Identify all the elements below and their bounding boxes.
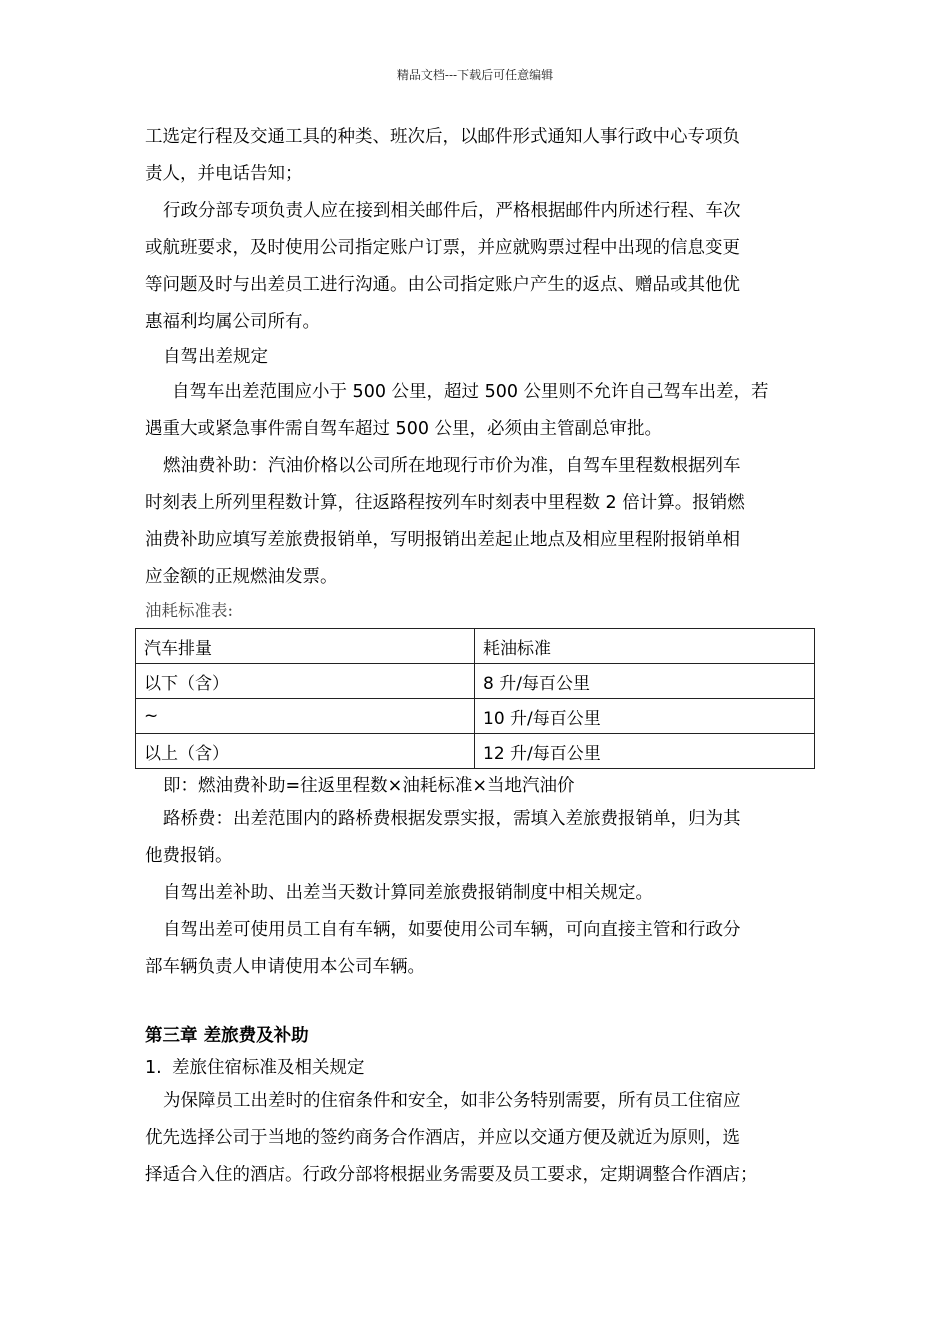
para-4-line-2: 遇重大或紧急事件需自驾车超过 500 公里，必须由主管副总审批。: [145, 419, 663, 439]
para-5-line-3: 油费补助应填写差旅费报销单，写明报销出差起止地点及相应里程附报销单相: [145, 530, 740, 550]
para-8-line-2: 部车辆负责人申请使用本公司车辆。: [145, 957, 425, 977]
spacer: [145, 986, 805, 1020]
fuel-standard-table: [135, 628, 815, 769]
table-cell: 以上（含）: [136, 734, 475, 769]
para-8-line-1: 自驾出差可使用员工自有车辆，如要使用公司车辆，可向直接主管和行政分: [163, 920, 741, 940]
para-2-line-4: 惠福利均属公司所有。: [145, 312, 320, 332]
table-cell: ~: [136, 699, 475, 734]
para-6-line-2: 他费报销。: [145, 846, 233, 866]
table-row: [136, 699, 815, 734]
para-9-line-3: 择适合入住的酒店。行政分部将根据业务需要及员工要求，定期调整合作酒店；: [145, 1165, 758, 1185]
section-heading: [145, 1053, 805, 1083]
fuel-formula: 即：燃油费补助=往返里程数×油耗标准×当地汽油价: [163, 776, 575, 796]
table-cell: 8 升/每百公里: [475, 664, 815, 699]
section-self-drive-title: 自驾出差规定: [163, 347, 268, 367]
chapter-title: 第三章 差旅费及补助: [145, 1026, 309, 1046]
para-4-line-1: 自驾车出差范围应小于 500 公里，超过 500 公里则不允许自己驾车出差，若: [172, 382, 769, 402]
table-row: [136, 664, 815, 699]
document-body: [145, 119, 805, 1194]
table-header-cell: 汽车排量: [136, 629, 475, 664]
para-2-line-1: 行政分部专项负责人应在接到相关邮件后，严格根据邮件内所述行程、车次: [163, 201, 741, 221]
table-cell: 12 升/每百公里: [475, 734, 815, 769]
para-1-line-1: 工选定行程及交通工具的种类、班次后，以邮件形式通知人事行政中心专项负: [145, 127, 740, 147]
para-5-line-1: 燃油费补助：汽油价格以公司所在地现行市价为准，自驾车里程数根据列车: [163, 456, 741, 476]
para-9-line-1: 为保障员工出差时的住宿条件和安全，如非公务特别需要，所有员工住宿应: [163, 1091, 741, 1111]
table-cell: 以下（含）: [136, 664, 475, 699]
para-5-line-4: 应金额的正规燃油发票。: [145, 567, 338, 587]
para-9-line-2: 优先选择公司于当地的签约商务合作酒店，并应以交通方便及就近为原则，选: [145, 1128, 740, 1148]
table-header-cell: 耗油标准: [475, 629, 815, 664]
para-5-line-2: 时刻表上所列里程数计算，往返路程按列车时刻表中里程数 2 倍计算。报销燃: [145, 493, 745, 513]
table-cell: 10 升/每百公里: [475, 699, 815, 734]
table-row: [136, 734, 815, 769]
para-2-line-3: 等问题及时与出差员工进行沟通。由公司指定账户产生的返点、赠品或其他优: [145, 275, 740, 295]
para-2-line-2: 或航班要求，及时使用公司指定账户订票，并应就购票过程中出现的信息变更: [145, 238, 740, 258]
para-1-line-2: 责人，并电话告知；: [145, 164, 303, 184]
para-7: 自驾出差补助、出差当天数计算同差旅费报销制度中相关规定。: [163, 883, 653, 903]
para-6-line-1: 路桥费：出差范围内的路桥费根据发票实报，需填入差旅费报销单，归为其: [163, 809, 741, 829]
table-caption: 油耗标准表:: [145, 601, 234, 620]
section-title: 差旅住宿标准及相关规定: [172, 1058, 365, 1078]
table-header-row: [136, 629, 815, 664]
page-header: 精品文档---下载后可任意编辑: [396, 68, 554, 82]
section-number: 1.: [145, 1058, 162, 1078]
